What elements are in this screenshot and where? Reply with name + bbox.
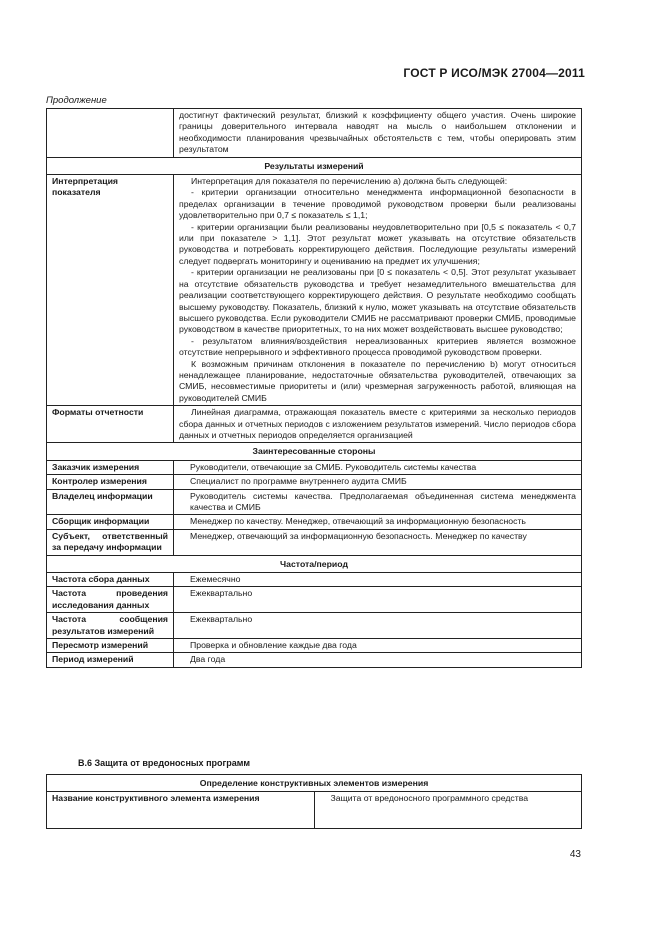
frequency-label: Частота сообщения результатов измерений: [47, 613, 174, 639]
section-row: [47, 443, 582, 460]
standard-header: ГОСТ Р ИСО/МЭК 27004—2011: [403, 66, 585, 80]
frequency-value: Ежеквартально: [174, 587, 582, 613]
page-number: 43: [569, 849, 581, 860]
section-heading-b6: В.6 Защита от вредоносных программ: [78, 758, 251, 768]
construct-label: Название конструктивного элемента измерения: [47, 792, 315, 829]
table-row: [47, 515, 582, 529]
frequency-label: Частота проведения исследования данных: [47, 587, 174, 613]
measurement-table: [46, 108, 582, 668]
reporting-label: Форматы отчетности: [47, 406, 174, 443]
paragraph: Линейная диаграмма, отражающая показатель вместе с критериями за несколько периодов сбора данных и отчетных периодов с изложением результатов измерений. Число периодов сбора данных и отчетных периодов определяется организацией: [179, 407, 576, 440]
table-row: [47, 613, 582, 639]
intro-text: достигнут фактический результат, близкий к коэффициенту общего участия. Очень широкие границы доверительного интервала наводят на мысль о наибольшем отклонении и необходимости планирования чрезвычайных обстоятельств с тем, чтобы оперировать этим результатом: [179, 110, 576, 155]
table-row: [47, 109, 582, 158]
construct-section-title: Определение конструктивных элементов измерения: [47, 775, 582, 792]
stakeholder-label: Владелец информации: [47, 489, 174, 515]
paragraph: К возможным причинам отклонения в показателе по перечислению b) могут относиться ненадлежащее планирование, недостаточные обязательства руководителей, отвечающих за СМИБ, несовместимые приоритеты и (или) чрезмерная загруженность работой, влияющая на руководителей СМИБ: [179, 358, 576, 403]
table-row: [47, 175, 582, 406]
table-row: [47, 639, 582, 653]
section-row: [47, 775, 582, 792]
paragraph: Интерпретация для показателя по перечислению а) должна быть следующей:: [191, 176, 508, 187]
construct-value: Защита от вредоносного программного средства: [314, 792, 582, 829]
paragraph: - результатом влияния/воздействия нереализованных критериев является возможное отсутствие непрерывного и эффективного процесса проводимой руководством проверки.: [179, 335, 576, 358]
table-row: [47, 792, 582, 829]
frequency-label: Частота сбора данных: [47, 573, 174, 587]
stakeholder-value: Руководитель системы качества. Предполагаемая объединенная система менеджмента качества и СМИБ: [174, 489, 582, 515]
table-row: [47, 475, 582, 489]
section-row: [47, 555, 582, 572]
frequency-value: Ежеквартально: [174, 613, 582, 639]
interpretation-text: [174, 175, 582, 406]
label-cell: [47, 109, 174, 158]
table-row: [47, 587, 582, 613]
stakeholder-label: Сборщик информации: [47, 515, 174, 529]
table-row: [47, 573, 582, 587]
paragraph: - критерии организации были реализованы неудовлетворительно при [0,5 ≤ показатель < 0,7 или при показателе > 1,1]. Этот результат может указывать на отсутствие обязательств руководства и потребовать корректирующего действия. Последующие результаты измерений следует подвергать мониторингу и оцениванию на предмет их улучшения;: [179, 221, 576, 266]
table-row: [47, 653, 582, 667]
stakeholder-value: Менеджер по качеству. Менеджер, отвечающий за информационную безопасность: [174, 515, 582, 529]
stakeholder-label: Контролер измерения: [47, 475, 174, 489]
table-row: [47, 406, 582, 443]
frequency-label: Пересмотр измерений: [47, 639, 174, 653]
stakeholder-label: Заказчик измерения: [47, 460, 174, 474]
stakeholder-label: Субъект, ответственный за передачу информации: [47, 529, 174, 555]
table-row: [47, 529, 582, 555]
stakeholders-section-title: Заинтересованные стороны: [47, 443, 582, 460]
continuation-label: Продолжение: [46, 95, 107, 106]
intro-text-cell: [174, 109, 582, 158]
table-row: [47, 489, 582, 515]
paragraph: - критерии организации не реализованы при [0 ≤ показатель < 0,5]. Этот результат указывает на отсутствие обязательств руководства и требует незамедлительного вмешательства для реализации соответствующего корректирующего действия. О результате необходимо сообщать высшему руководству. Показатель, близкий к нулю, может указывать на отсутствие обязательств высшего руководства. Если руководители СМИБ не рассматривают проверки СМИБ, проводимые руководством в качестве приоритетных, то на них может воздействовать высшее руководство;: [179, 267, 576, 335]
reporting-text: [174, 406, 582, 443]
stakeholder-value: Руководители, отвечающие за СМИБ. Руководитель системы качества: [174, 460, 582, 474]
frequency-value: Ежемесячно: [174, 573, 582, 587]
construct-table: [46, 774, 582, 829]
table-row: [47, 460, 582, 474]
stakeholder-value: Специалист по программе внутреннего аудита СМИБ: [174, 475, 582, 489]
frequency-value: Проверка и обновление каждые два года: [174, 639, 582, 653]
frequency-label: Период измерений: [47, 653, 174, 667]
results-section-title: Результаты измерений: [47, 157, 582, 174]
section-row: [47, 157, 582, 174]
interpretation-label: Интерпретация показателя: [47, 175, 174, 406]
stakeholder-value: Менеджер, отвечающий за информационную безопасность. Менеджер по качеству: [174, 529, 582, 555]
paragraph: - критерии организации относительно менеджмента информационной безопасности в пределах организации в течение проводимой руководством проверки были реализованы удовлетворительно при 0,7 ≤ показатель ≤ 1,1;: [179, 187, 576, 221]
frequency-section-title: Частота/период: [47, 555, 582, 572]
frequency-value: Два года: [174, 653, 582, 667]
